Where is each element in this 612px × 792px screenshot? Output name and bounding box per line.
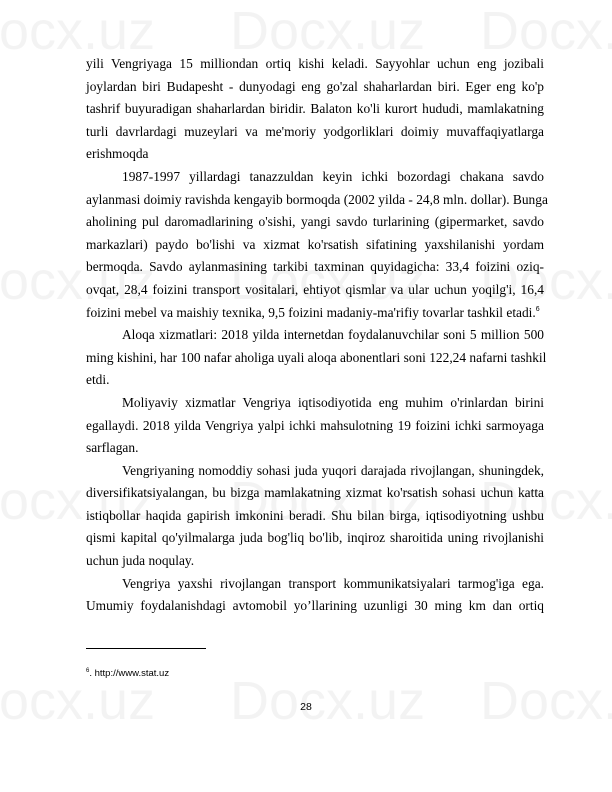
line-text: bermoqda. Savdo aylanmasining tarkibi taxminan quyidagicha: 33,4 foizini oziq-: [86, 259, 544, 275]
text-line: [86, 415, 544, 438]
text-line: [86, 595, 544, 618]
line-text: ovqat, 28,4 foizini transport vositalari, ehtiyot qismlar va ular uchun yoqilg'i, 16,4: [86, 281, 544, 297]
text-line: [86, 392, 544, 415]
line-text: Aloqa xizmatlari: 2018 yilda internetdan foydalanuvchilar soni 5 million 500: [122, 327, 544, 343]
line-text: tashrif buyuradigan shaharlardan biridir. Balaton ko'li kurort hududi, mamlakatning: [86, 101, 544, 117]
text-line: [86, 256, 544, 279]
text-line: [86, 302, 544, 325]
line-text: erishmoqda: [86, 146, 149, 162]
text-line: [86, 211, 544, 234]
paragraph: [86, 392, 544, 460]
line-text: qismi kapital qo'yilmalarga juda bog'liq bo'lib, inqiroz sharoitida uning rivojlanishi: [86, 530, 544, 546]
line-text: Umumiy foydalanishdagi avtomobil yo’llarining uzunligi 30 ming km dan ortiq: [86, 598, 544, 614]
line-text: foizini mebel va maishiy texnika, 9,5 foizini madaniy-ma'rifiy tovarlar tashkil etadi.: [86, 304, 536, 320]
text-line: [86, 98, 544, 121]
text-line: [86, 324, 544, 347]
text-line: [86, 369, 544, 392]
line-text: aylanmasi doimiy ravishda kengayib bormoqda (2002 yilda - 24,8 mln. dollar). Bunga: [86, 191, 548, 207]
text-line: [86, 189, 548, 212]
footnote-separator: [86, 648, 206, 649]
text-line: [86, 482, 544, 505]
line-text: joylardan biri Budapesht - dunyodagi eng go'zal shaharlardan biri. Eger eng ko'p: [86, 78, 544, 94]
line-text: diversifikatsiyalangan, bu bizga mamlakatning xizmat ko'rsatish sohasi uchun katta: [86, 485, 544, 501]
line-text: Moliyaviy xizmatlar Vengriya iqtisodiyotida eng muhim o'rinlardan birini: [122, 394, 544, 410]
footnote-number: 6: [86, 668, 90, 674]
line-text: markazlari) paydo bo'lishi va xizmat ko'rsatish sifatining yaxshilanishi yordam: [86, 236, 544, 252]
footnote: [86, 668, 169, 679]
line-text: uchun juda noqulay.: [86, 553, 195, 569]
text-line: [86, 234, 544, 257]
text-line: [86, 505, 544, 528]
line-text: etdi.: [86, 372, 110, 388]
paragraph: [86, 460, 544, 573]
text-line: [86, 527, 544, 550]
text-line: [86, 53, 544, 76]
paragraph: [86, 166, 548, 324]
text-line: [86, 550, 544, 573]
footnote-reference[interactable]: 6: [535, 305, 540, 313]
line-text: 1987-1997 yillardagi tanazzuldan keyin ichki bozordagi chakana savdo: [122, 168, 544, 184]
line-text: Vengriya yaxshi rivojlangan transport kommunikatsiyalari tarmog'iga ega.: [122, 575, 544, 591]
line-text: sarflagan.: [86, 440, 139, 456]
line-text: aholining pul daromadlarining o'sishi, yangi savdo turlarining (gipermarket, savdo: [86, 214, 544, 230]
line-text: egallaydi. 2018 yilda Vengriya yalpi ichki mahsulotning 19 foizini ichki sarmoyaga: [86, 417, 544, 433]
paragraph: [86, 324, 547, 392]
text-line: [86, 437, 544, 460]
line-text: ming kishini, har 100 nafar aholiga uyali aloqa abonentlari soni 122,24 nafarni tashkil: [86, 349, 547, 365]
text-line: [86, 166, 544, 189]
line-text: yili Vengriyaga 15 milliondan ortiq kishi keladi. Sayyohlar uchun eng jozibali: [86, 56, 544, 71]
document-body: [86, 53, 548, 618]
text-line: [86, 347, 547, 370]
footnote-text: . http://www.stat.uz: [89, 668, 170, 679]
paragraph: [86, 53, 544, 166]
line-text: istiqbollar haqida gapirish imkonini beradi. Shu bilan birga, iqtisodiyotning ushbu: [86, 507, 544, 523]
line-text: turli davrlardagi muzeylari va me'moriy yodgorliklari doimiy muvaffaqiyatlarga: [86, 123, 544, 139]
text-line: [86, 460, 544, 483]
text-line: [86, 143, 544, 166]
line-text: Vengriyaning nomoddiy sohasi juda yuqori darajada rivojlangan, shuningdek,: [122, 462, 544, 478]
text-line: [86, 121, 544, 144]
text-line: [86, 76, 544, 99]
text-line: [86, 279, 544, 302]
text-line: [86, 573, 544, 596]
page-number: 28: [300, 701, 312, 713]
paragraph: [86, 573, 544, 618]
